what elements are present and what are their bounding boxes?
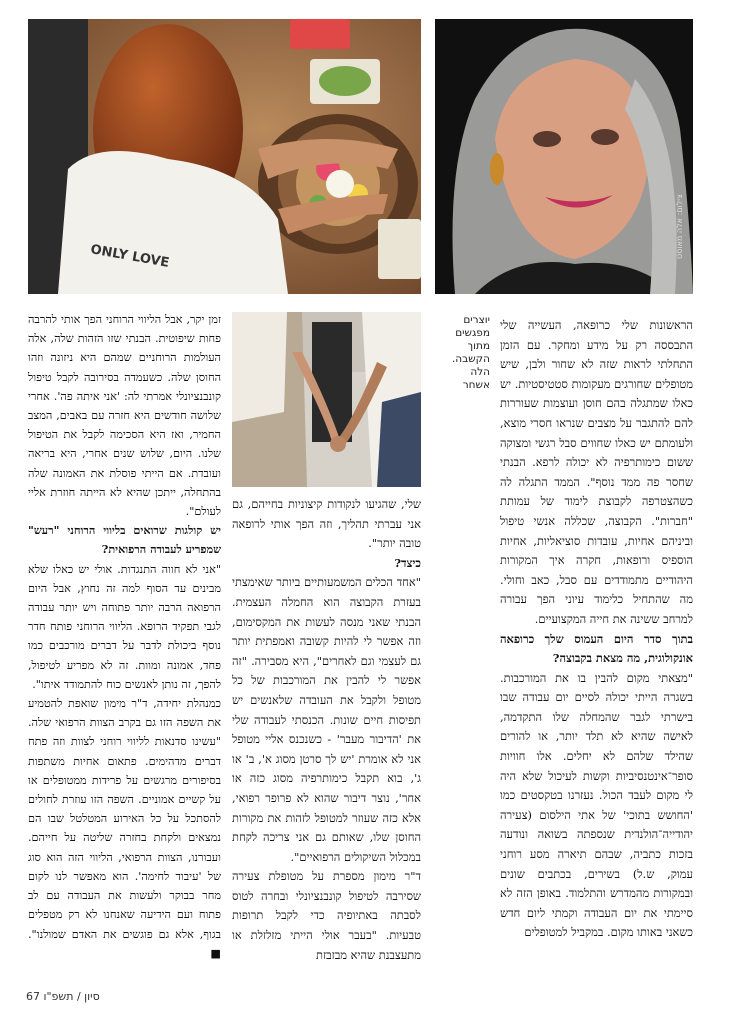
paragraph: "מצאתי מקום להבין בו את המורכבות. בשגרה הייתי יכולה לסיים יום עבודה שבו בישרתי לגבר שהמחלה שלו התקדמה, לאישה שהיא לא תלד יותר, או להורים שהילד שלהם לא יחלים. אלו חוויות סופר־אינטנסיביות וקשות לעיכול שלא היה לי מקום לעבד הכול. נעזרנו בטקסטים כמו 'החושש בתוכי' של אתי הילסום (צעירה יהודייה־הולנדית שנספתה בשואה ונודעה בזכות כתביה, שבהם תיארה מסע רוחני עמוק, ש.ל) בשירים, בכתבים שונים ובמקורות מהמדרש והתלמוד. באופן הזה לא סיימתי את יום העבודה וקמתי ליום חדש כשאני באותו מקום. במקביל למטופלים	[500, 670, 693, 940]
shirt-text: ONLY LOVE	[89, 242, 171, 271]
mandala-photo	[28, 19, 421, 294]
paragraph: זמן יקר, אבל הליווי הרוחני הפך אותי להרבה פחות שיפוטית. הבנתי שזו הזהות שלה, אלה העולמות הרוחניים שמהם היא ניזונה וזהו החוסן שלה. כשעמדה בסירובה לקבל טיפול קונבנציונלי אמרתי לה: 'אני איתה פה'. אחרי שלושה חודשים היא חזרה עם באבים, המצב החמיר, ואז היא הסכימה לקבל את הטיפול שלנו. היום, שלוש שנים אחרי, היא בריאה ועובדת. אם הייתי פוסלת את האמונה שלה בהתחלה, ייתכן שהיא לא הייתה חוזרת אליי לעולם".	[28, 313, 221, 519]
paragraph: "אני לא חווה התנגדות. אולי יש כאלו שלא מבינים עד הסוף למה זה נחוץ, אבל היום הרפואה הרבה יותר פתוחה ויש יותר עבודה לגבי תפקיד הרופא. הליווי הרוחני פותח חדר נוסף ביכולת לדבר על דברים מורכבים כמו פחד, אמונה ומוות. זה לא מפריע לטיפול, להפך, זה נותן לאנשים כוח להתמודד איתו".	[28, 562, 221, 691]
text-column-middle	[232, 495, 421, 965]
paragraph: "אחד הכלים המשמעותיים ביותר שאימצתי בעזרת הקבוצה הוא החמלה העצמית. הבנתי שאני מנסה לעשות את המקסימום, וזה אפשר לי להיות קשובה ואמפתית יותר גם לעצמי וגם לאחרים", היא מסבירה. "זה אפשר לי להבין את המורכבות של כל מטופל ולקבל את העובדה שלאנשים יש תפיסות חיים שונות. הכנסתי לעבודה שלי את 'הדיבור מעבר' - כשנכנס אליי מטופל אני לא אומרת 'יש לך סרטן מסוג א', ב' או ג', בוא תקבל כימותרפיה מסוג כזה או אחר', נוצר דיבור שהוא לא פרופר רפואי, אלא כזה שעוזר למטופל לזהות את מקורות החוסן שלו, שאותם גם אני צריכה לקחת במכלול השיקולים הרפואיים".	[232, 575, 421, 864]
text-column-left	[28, 310, 221, 963]
paragraph: ד"ר מימון מספרת על מטופלת צעירה שסירבה לטיפול קונבנציונלי ובחרה לטוס לסבתה באתיופיה כדי לקבל תרופות טבעיות. "בעבר אולי הייתי מזלזלת או מתעצבנת שהיא מבזבזת	[232, 869, 421, 962]
interview-question: בתוך סדר היום העמוס שלך כרופאה אונקולוגית, מה מצאת בקבוצה?	[500, 631, 693, 666]
portrait-photo	[435, 19, 693, 294]
paragraph: הראשונות שלי כרופאה, העשייה שלי התבססה רק על מידע ומחקר. עם הזמן התחלתי לראות שזה לא שחור ולבן, שיש מטופלים שחורגים מעקומות סטטיסטיות. יש כאלו שמתגלה בהם חוסן ועוצמות שעוררות להם להתגבר על מצבים שנראו חסרי מוצא, ולעומתם יש כאלו שחווים סבל רגשי ומצוקה ששום כימותרפיה לא יכולה לרפא. הבנתי שחסר פה ממד נוסף". הממד התגלה לה כשהצטרפה לקבוצת לימוד של עמותת "חברות". הקבוצה, שכללה אנשי טיפול וביניהם אחיות, עובדות סוציאליות, אחיות הוספיס ורופאות, חקרה איך המקורות היהודיים מתמודדים עם סבל, כאב וחולי. מה שהתחיל כלימוד עיוני הפך עבורה למרחב ששינה את חייה המקצועיים.	[500, 318, 693, 626]
holding-hands-photo	[232, 312, 421, 487]
photo-caption: יוצרים מפגשים מתוך הקשבה. הלה אשחר	[451, 314, 490, 391]
photo-credit: צילום: אלה מאוסט	[675, 194, 684, 259]
page-footer: 67 סיון / תשפ"ו	[26, 990, 100, 1003]
text-column-right	[500, 316, 693, 943]
interview-question: יש קולגות שרואים בליווי הרוחני "רעש" שמפריע לעבודה הרפואית?	[28, 523, 221, 557]
paragraph: שלי, שהגיעו לנקודות קיצוניות בחייהם, גם אני עברתי תהליך, וזה הפך אותי לרופאה טובה יותר".	[232, 497, 421, 551]
interview-question: כיצד?	[394, 555, 421, 570]
paragraph: כמנהלת יחידה, ד"ר מימון שואפת להטמיע את השפה הזו גם בקרב הצוות הרפואי שלה. "עשינו סדנאות לליווי רוחני לצוות וזה פתח דברים מדהימים. פתאום אחיות משתפות בסיפורים מרגשים על פרידות ממטופלים או על קשיים אמוניים. השפה הזו עוזרת לחולים להסתכל על כל האירוע המטלטל שבו הם נמצאים ולקחת בחזרה שליטה על חייהם. ועבורנו, הצוות הרפואי, הליווי הזה הוא סוג של 'עיבוד לחימה'. הוא מאפשר לנו לקום מחר בבוקר ולעשות את העבודה עם לב פתוח ועם הידיעה שאנחנו לא רק מטפלים בגוף, אלא גם פוגשים את האדם שמולנו". ■	[28, 697, 221, 960]
